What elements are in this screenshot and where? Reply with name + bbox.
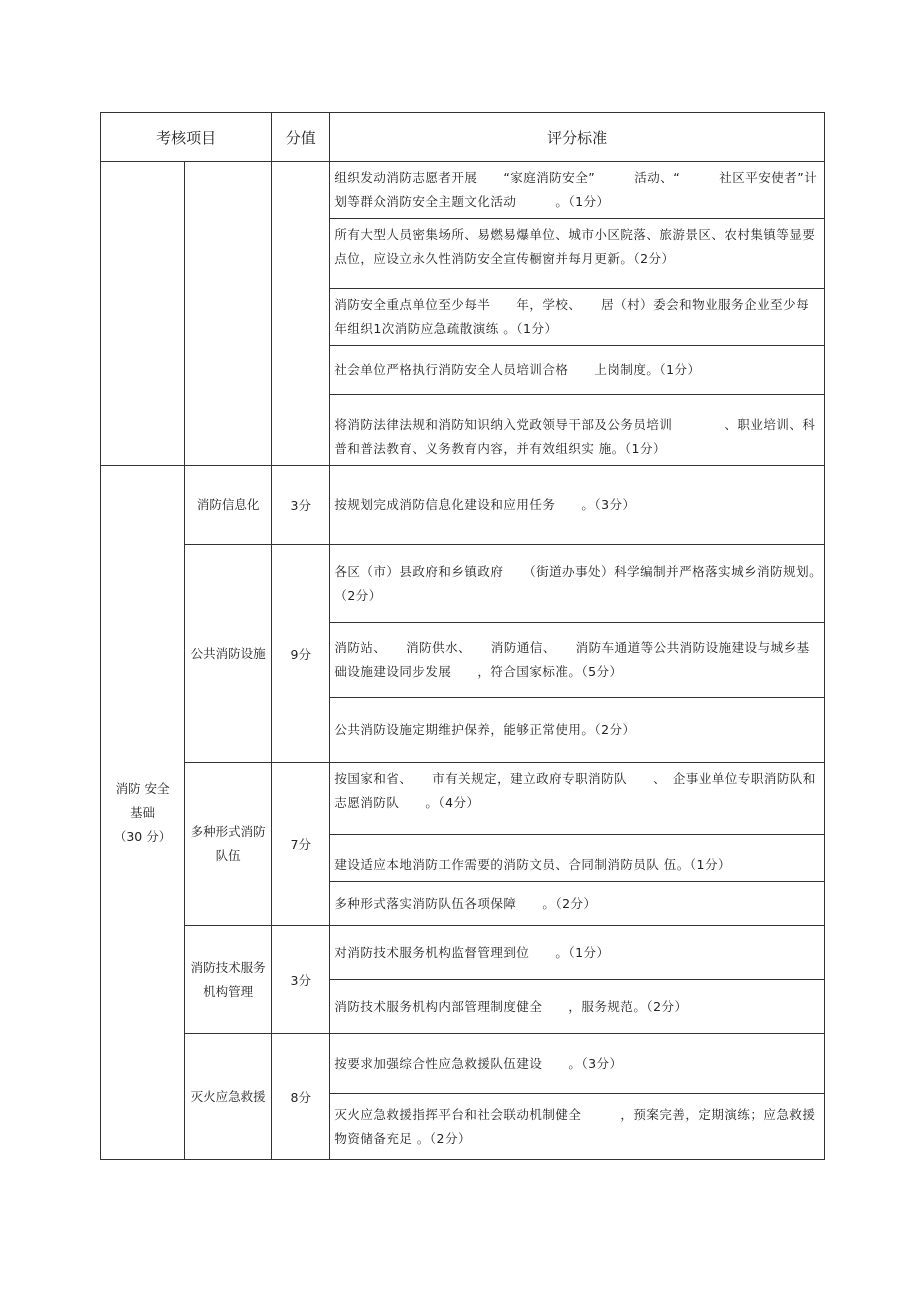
- criteria-cell: 社会单位严格执行消防安全人员培训合格 上岗制度。（1分）: [330, 346, 825, 395]
- table-row: [101, 926, 825, 980]
- header-item: 考核项目: [101, 113, 272, 162]
- table-row: [101, 466, 825, 545]
- category-line: 消防 安全: [115, 780, 170, 796]
- score-cell: 8分: [272, 1034, 330, 1160]
- criteria-cell: 按要求加强综合性应急救援队伍建设 。（3分）: [330, 1034, 825, 1094]
- criteria-cell: 消防技术服务机构内部管理制度健全 ，服务规范。（2分）: [330, 980, 825, 1034]
- criteria-cell: 公共消防设施定期维护保养，能够正常使用。（2分）: [330, 698, 825, 763]
- table-row: [101, 1034, 825, 1094]
- criteria-cell: 将消防法律法规和消防知识纳入党政领导干部及公务员培训 、职业培训、科普和普法教育、义务教育内容，并有效组织实 施。（1分）: [330, 395, 825, 466]
- subitem-name: 消防技术服务机构管理: [185, 926, 272, 1034]
- category-line: （30 分）: [113, 828, 172, 844]
- scoring-table-page: [100, 112, 855, 1160]
- criteria-cell: 消防安全重点单位至少每半 年，学校、 居（村）委会和物业服务企业至少每 年组织1次消防应急疏散演练 。（1分）: [330, 289, 825, 346]
- category-line: 基础: [130, 804, 156, 820]
- table-row: [101, 545, 825, 623]
- score-cell: 3分: [272, 466, 330, 545]
- header-score: 分值: [272, 113, 330, 162]
- criteria-cell: 多种形式落实消防队伍各项保障 。（2分）: [330, 882, 825, 926]
- subitem-name: 多种形式消防队伍: [185, 763, 272, 926]
- criteria-cell: 消防站、 消防供水、 消防通信、 消防车通道等公共消防设施建设与城乡基础设施建设同步发展 ，符合国家标准。（5分）: [330, 623, 825, 698]
- score-cell: 9分: [272, 545, 330, 763]
- criteria-cell: 灭火应急救援指挥平台和社会联动机制健全 ，预案完善，定期演练；应急救援物资储备充足 。（2分）: [330, 1094, 825, 1160]
- score-cell: 7分: [272, 763, 330, 926]
- category-cell: [101, 466, 185, 1160]
- table-row: [101, 763, 825, 835]
- empty-subitem-cell: [185, 162, 272, 466]
- criteria-cell: 按国家和省、 市有关规定，建立政府专职消防队 、 企事业单位专职消防队和志愿消防队 。（4分）: [330, 763, 825, 835]
- scoring-table: [100, 112, 855, 1160]
- criteria-cell: 对消防技术服务机构监督管理到位 。（1分）: [330, 926, 825, 980]
- subitem-name: 消防信息化: [185, 466, 272, 545]
- subitem-name: 公共消防设施: [185, 545, 272, 763]
- criteria-cell: 各区（市）县政府和乡镇政府 （街道办事处）科学编制并严格落实城乡消防规划。 （2分）: [330, 545, 825, 623]
- criteria-cell: 组织发动消防志愿者开展 “家庭消防安全” 活动、“ 社区平安使者”计划等群众消防安全主题文化活动 。（1分）: [330, 162, 825, 219]
- empty-category-cell: [101, 162, 185, 466]
- subitem-name: 灭火应急救援: [185, 1034, 272, 1160]
- header-criteria: 评分标准: [330, 113, 825, 162]
- score-cell: 3分: [272, 926, 330, 1034]
- criteria-cell: 建设适应本地消防工作需要的消防文员、合同制消防员队 伍。（1分）: [330, 835, 825, 882]
- empty-score-cell: [272, 162, 330, 466]
- criteria-cell: 所有大型人员密集场所、易燃易爆单位、城市小区院落、旅游景区、农村集镇等显要点位，应设立永久性消防安全宣传橱窗并每月更新。（2分）: [330, 219, 825, 289]
- criteria-cell: 按规划完成消防信息化建设和应用任务 。（3分）: [330, 466, 825, 545]
- table-header-row: [101, 113, 825, 162]
- table-row: [101, 162, 825, 219]
